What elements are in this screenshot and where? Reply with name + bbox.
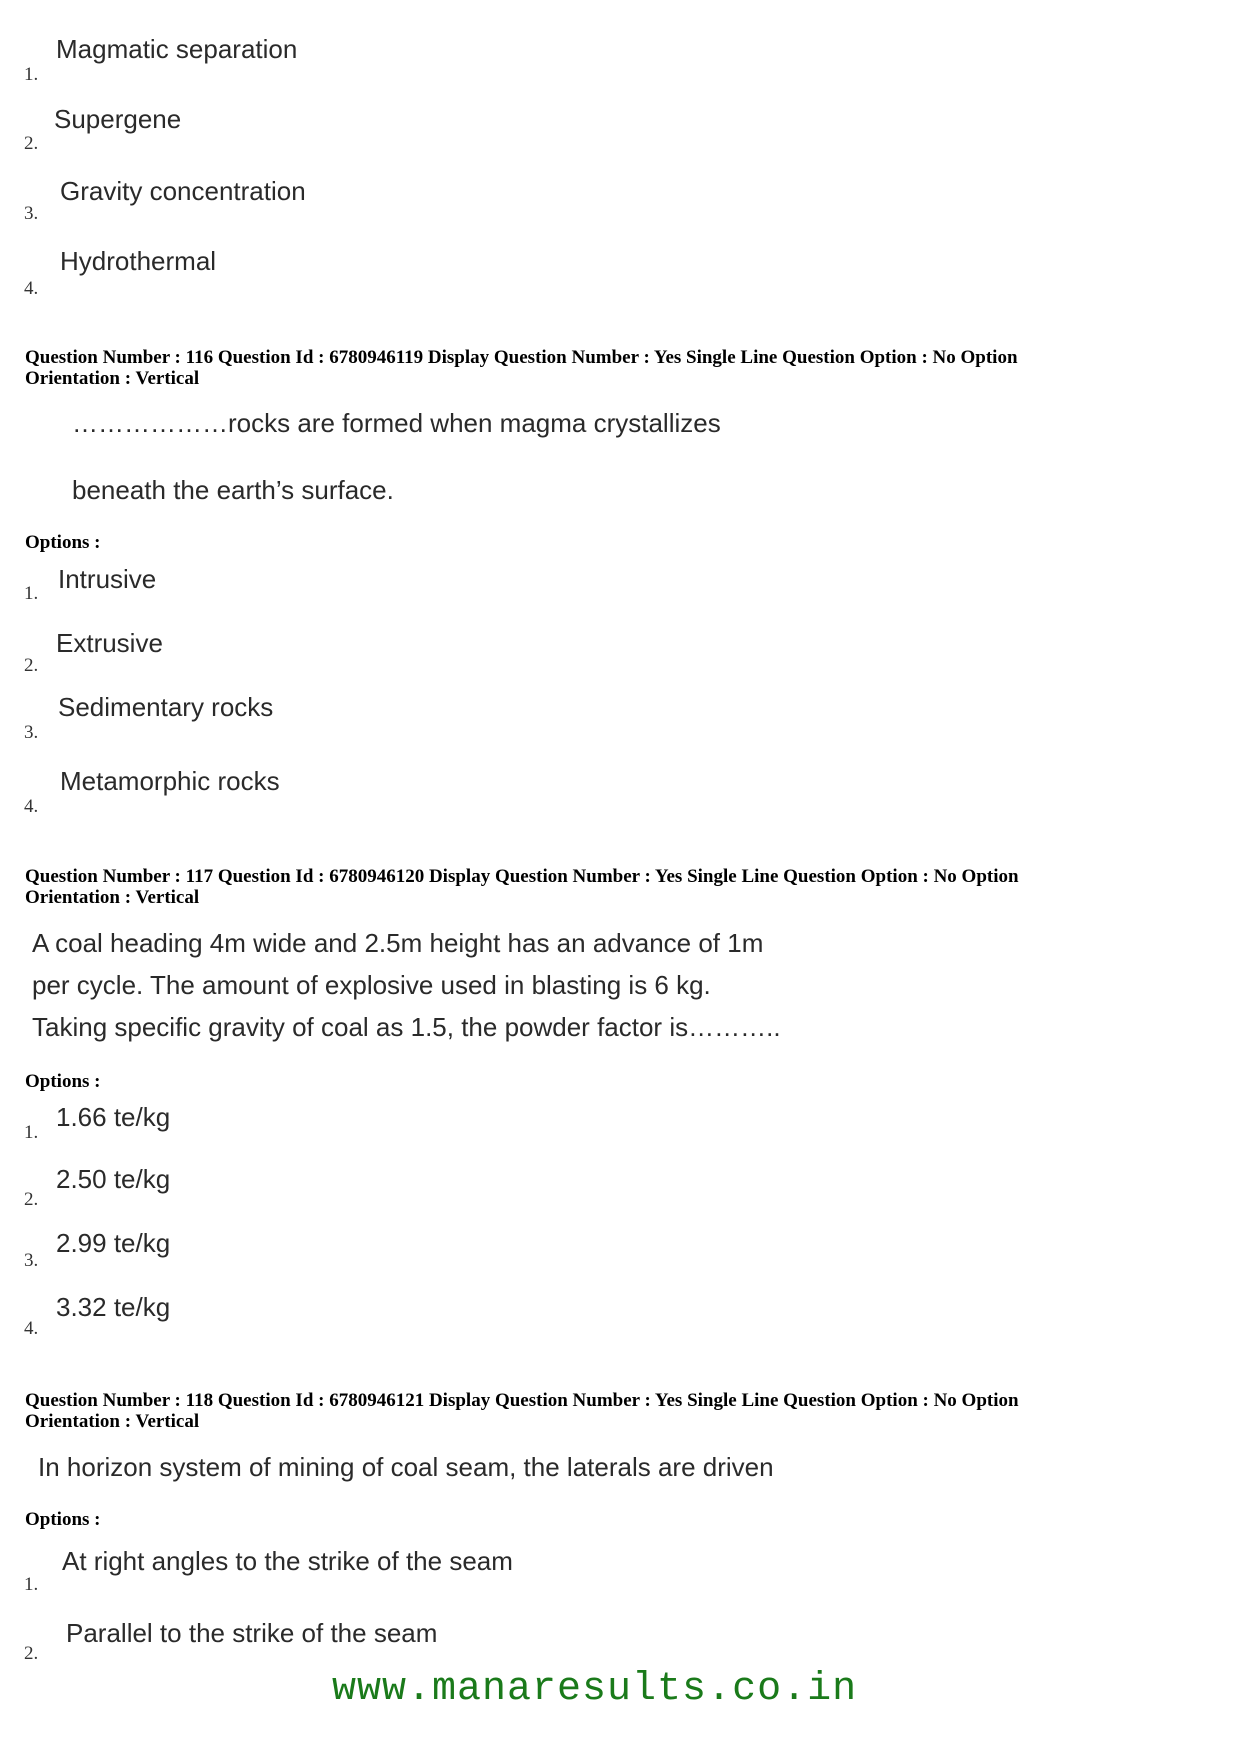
question-text-line1: In horizon system of mining of coal seam, the laterals are driven <box>38 1452 774 1482</box>
option-number: 4. <box>24 278 39 299</box>
options-label: Options : <box>25 1071 101 1092</box>
option-text: 2.99 te/kg <box>56 1228 171 1258</box>
option-number: 1. <box>24 64 39 85</box>
question-meta <box>25 347 1225 389</box>
question-text-line1: ………………rocks are formed when magma crystallizes <box>72 408 721 438</box>
question-meta-line2: Orientation : Vertical <box>25 887 200 908</box>
option-number: 3. <box>24 722 39 743</box>
footer-url: www.manaresults.co.in <box>332 1667 858 1712</box>
option-text: Gravity concentration <box>60 176 306 206</box>
option-number: 1. <box>24 1574 39 1595</box>
option-number: 1. <box>24 583 39 604</box>
option-text: Parallel to the strike of the seam <box>66 1618 438 1648</box>
option-number: 2. <box>24 133 39 154</box>
option-text: At right angles to the strike of the seam <box>62 1546 513 1576</box>
option-text: 1.66 te/kg <box>56 1102 171 1132</box>
question-text-line2: beneath the earth’s surface. <box>72 475 394 505</box>
question-meta-line2: Orientation : Vertical <box>25 368 200 389</box>
question-meta <box>25 1390 1225 1432</box>
question-text-line3: Taking specific gravity of coal as 1.5, the powder factor is……….. <box>32 1012 781 1042</box>
option-number: 4. <box>24 796 39 817</box>
question-text-line2: per cycle. The amount of explosive used in blasting is 6 kg. <box>32 970 711 1000</box>
option-number: 1. <box>24 1122 39 1143</box>
option-number: 2. <box>24 1189 39 1210</box>
question-meta <box>25 866 1225 908</box>
options-label: Options : <box>25 532 101 553</box>
option-text: Extrusive <box>56 628 163 658</box>
question-meta-line1: Question Number : 118 Question Id : 6780946121 Display Question Number : Yes Single Line Question Option : No Option <box>25 1390 1019 1411</box>
option-text: Supergene <box>54 104 182 134</box>
option-number: 4. <box>24 1318 39 1339</box>
option-text: Hydrothermal <box>60 246 217 276</box>
option-number: 2. <box>24 655 39 676</box>
options-label: Options : <box>25 1509 101 1530</box>
option-text: Magmatic separation <box>56 34 298 64</box>
option-text: Metamorphic rocks <box>60 766 280 796</box>
option-text: Sedimentary rocks <box>58 692 274 722</box>
option-number: 3. <box>24 1250 39 1271</box>
question-text-line1: A coal heading 4m wide and 2.5m height has an advance of 1m <box>32 928 764 958</box>
option-text: 2.50 te/kg <box>56 1164 171 1194</box>
question-meta-line2: Orientation : Vertical <box>25 1411 200 1432</box>
option-text: Intrusive <box>58 564 157 594</box>
option-number: 3. <box>24 203 39 224</box>
option-number: 2. <box>24 1643 39 1664</box>
option-text: 3.32 te/kg <box>56 1292 171 1322</box>
question-meta-line1: Question Number : 117 Question Id : 6780946120 Display Question Number : Yes Single Line Question Option : No Option <box>25 866 1019 887</box>
question-meta-line1: Question Number : 116 Question Id : 6780946119 Display Question Number : Yes Single Line Question Option : No Option <box>25 347 1018 368</box>
